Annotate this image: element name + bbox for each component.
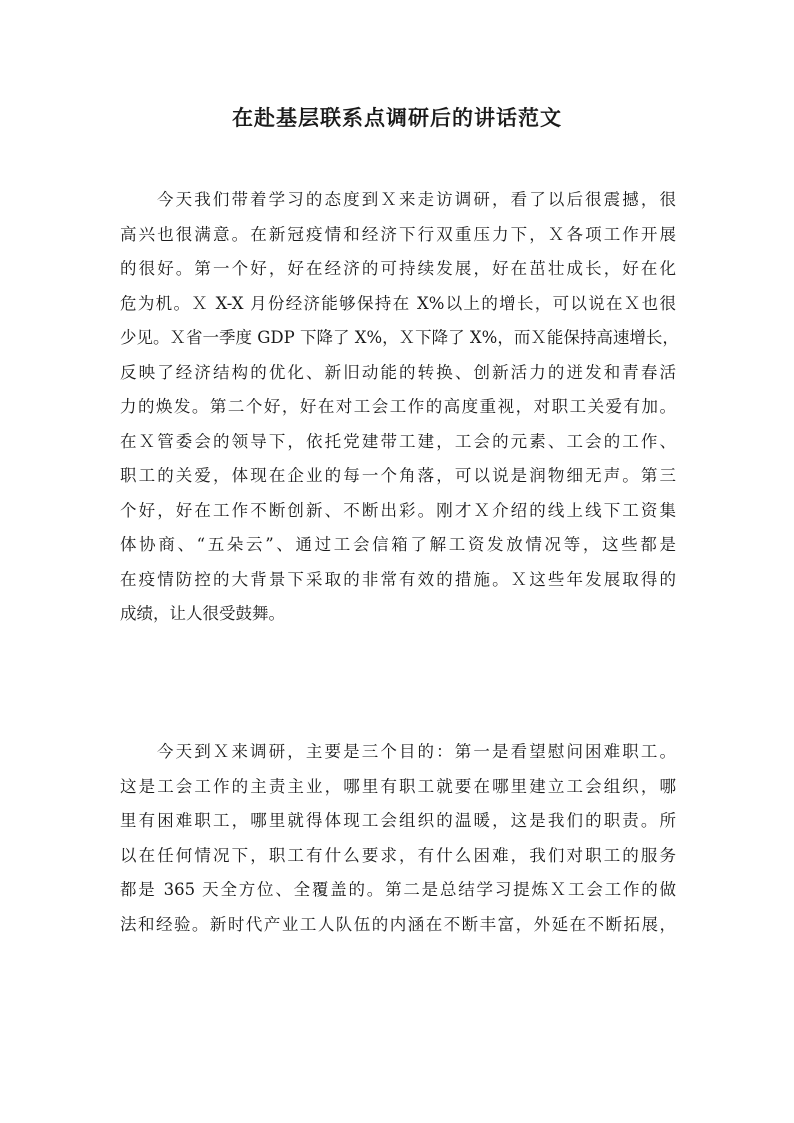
paragraph-line: 里有困难职工，哪里就得体现工会组织的温暖，这是我们的职责。所 [120, 811, 676, 830]
paragraph-line: 在Ｘ管委会的领导下，依托党建带工建，工会的元素、工会的工作、 [120, 431, 676, 451]
paragraph-line: 危为机。Ｘ X-X 月份经济能够保持在 X%以上的增长，可以说在Ｘ也很 [120, 293, 676, 313]
paragraph-line: 今天到Ｘ来调研，主要是三个目的：第一是看望慰问困难职工。 [157, 742, 676, 761]
paragraph-line: 这是工会工作的主责主业，哪里有职工就要在哪里建立工会组织，哪 [120, 776, 676, 796]
paragraph-line: 力的焕发。第二个好，好在对工会工作的高度重视，对职工关爱有加。 [120, 397, 676, 416]
paragraph-line: 在疫情防控的大背景下采取的非常有效的措施。Ｘ这些年发展取得的 [120, 569, 676, 589]
paragraph-line: 以在任何情况下，职工有什么要求，有什么困难，我们对职工的服务 [120, 845, 676, 865]
paragraph-line: 成绩，让人很受鼓舞。 [120, 604, 285, 623]
document-title: 在赴基层联系点调研后的讲话范文 [232, 105, 562, 130]
paragraph-line: 体协商、“五朵云”、通过工会信箱了解工资发放情况等，这些都是 [120, 535, 676, 554]
paragraph-line: 高兴也很满意。在新冠疫情和经济下行双重压力下，Ｘ各项工作开展 [120, 224, 676, 244]
paragraph-line: 的很好。第一个好，好在经济的可持续发展，好在茁壮成长，好在化 [120, 259, 676, 278]
paragraph-line: 今天我们带着学习的态度到Ｘ来走访调研，看了以后很震撼，很 [157, 190, 676, 209]
paragraph-line: 反映了经济结构的优化、新旧动能的转换、创新活力的迸发和青春活 [120, 362, 676, 382]
paragraph-line: 个好，好在工作不断创新、不断出彩。刚才Ｘ介绍的线上线下工资集 [120, 500, 676, 520]
paragraph-line: 职工的关爱，体现在企业的每一个角落，可以说是润物细无声。第三 [120, 466, 676, 485]
paragraph-line: 法和经验。新时代产业工人队伍的内涵在不断丰富，外延在不断拓展， [120, 914, 676, 934]
paragraph-2 [120, 735, 676, 942]
paragraph-line: 少见。Ｘ省一季度 GDP 下降了 X%，Ｘ下降了 X%，而Ｘ能保持高速增长， [120, 328, 679, 347]
paragraph-line: 都是 365 天全方位、全覆盖的。第二是总结学习提炼Ｘ工会工作的做 [120, 880, 676, 899]
paragraph-1 [120, 183, 679, 632]
